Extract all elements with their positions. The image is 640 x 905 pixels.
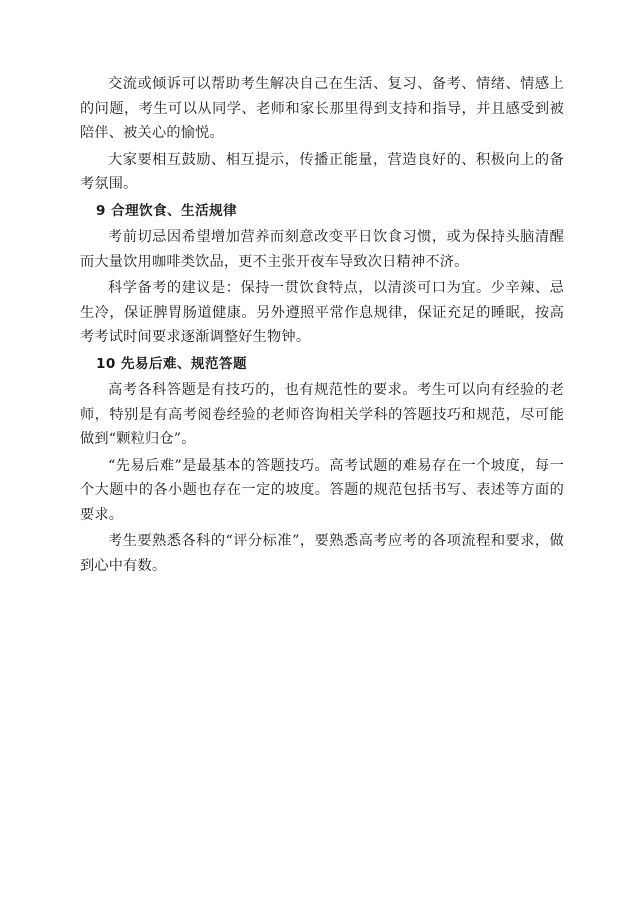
paragraph-diet-advice: 科学备考的建议是：保持一贯饮食特点，以清淡可口为宜。少辛辣、忌生冷，保证脾胃肠道健康。另外遵照平常作息规律，保证充足的睡眠，按高考考试时间要求逐渐调整好生物钟。 bbox=[80, 280, 564, 345]
section-heading-9: 9 合理饮食、生活规律 bbox=[96, 202, 238, 219]
section-heading-10: 10 先易后难、规范答题 bbox=[96, 355, 247, 372]
document-page bbox=[80, 72, 564, 578]
paragraph-communication: 交流或倾诉可以帮助考生解决自己在生活、复习、备考、情绪、情感上的问题，考生可以从同学、老师和家长那里得到支持和指导，并且感受到被陪伴、被关心的愉悦。 bbox=[80, 76, 564, 141]
paragraph-encouragement: 大家要相互鼓励、相互提示，传播正能量，营造良好的、积极向上的备考氛围。 bbox=[80, 151, 564, 192]
paragraph-answer-skills: 高考各科答题是有技巧的，也有规范性的要求。考生可以向有经验的老师，特别是有高考阅卷经验的老师咨询相关学科的答题技巧和规范，尽可能做到“颗粒归仓”。 bbox=[80, 382, 564, 447]
paragraph-scoring-standards: 考生要熟悉各科的“评分标准”，要熟悉高考应考的各项流程和要求，做到心中有数。 bbox=[80, 533, 564, 574]
paragraph-diet-warning: 考前切忌因希望增加营养而刻意改变平日饮食习惯，或为保持头脑清醒而大量饮用咖啡类饮品，更不主张开夜车导致次日精神不济。 bbox=[80, 229, 564, 270]
paragraph-easy-first: “先易后难”是最基本的答题技巧。高考试题的难易存在一个坡度，每一个大题中的各小题也存在一定的坡度。答题的规范包括书写、表述等方面的要求。 bbox=[80, 457, 564, 523]
